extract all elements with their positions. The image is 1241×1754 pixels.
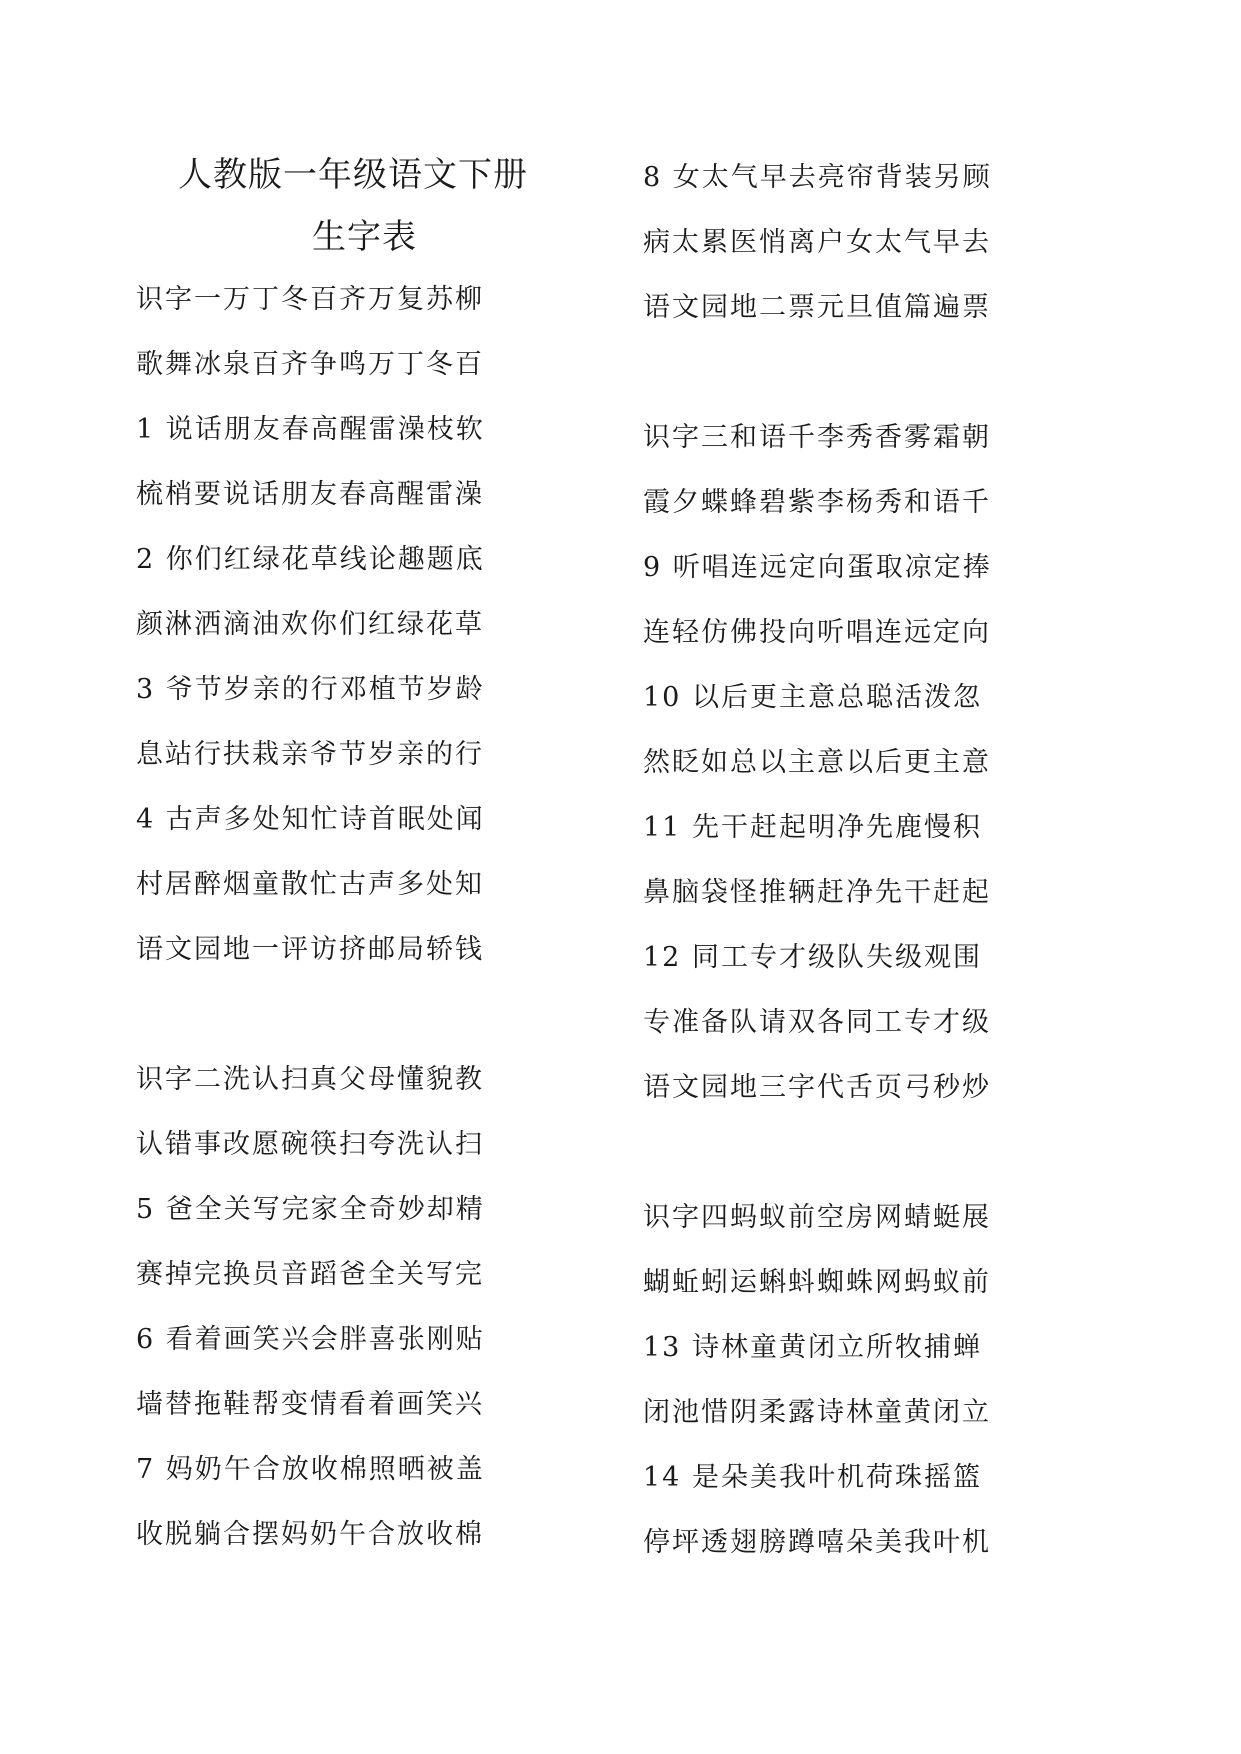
text-line: 语文园地三字代舌页弓秒炒: [643, 1072, 991, 1103]
text-line: 8 女太气早去亮帘背装另顾: [643, 162, 992, 193]
text-line: 蝴蚯蚓运蝌蚪蜘蛛网蚂蚁前: [643, 1267, 991, 1298]
text-line: 12 同工专才级队失级观围: [643, 942, 982, 973]
text-line: 村居醉烟童散忙古声多处知: [136, 869, 484, 900]
document-title: 人教版一年级语文下册: [178, 155, 528, 195]
text-line: 墙替拖鞋帮变情看着画笑兴: [136, 1389, 484, 1420]
text-line: 息站行扶栽亲爷节岁亲的行: [136, 739, 484, 770]
blank-line: [643, 1120, 1063, 1185]
text-line: 认错事改愿碗筷扫夸洗认扫: [136, 1129, 484, 1160]
text-line: 赛掉完换员音蹈爸全关写完: [136, 1259, 484, 1290]
text-line: 7 妈奶午合放收棉照晒被盖: [136, 1454, 485, 1485]
text-line: 识字三和语千李秀香雾霜朝: [643, 422, 991, 453]
text-line: 歌舞冰泉百齐争鸣万丁冬百: [136, 349, 484, 380]
text-line: 14 是朵美我叶机荷珠摇篮: [643, 1462, 982, 1493]
text-line: 停坪透翅膀蹲嘻朵美我叶机: [643, 1527, 991, 1558]
text-line: 9 听唱连远定向蛋取凉定捧: [643, 552, 992, 583]
left-column: [136, 145, 536, 1567]
text-line: 收脱躺合摆妈奶午合放收棉: [136, 1519, 484, 1550]
right-column: [643, 145, 1063, 1575]
text-line: 闭池惜阴柔露诗林童黄闭立: [643, 1397, 991, 1428]
text-line: 识字二洗认扫真父母懂貌教: [136, 1064, 484, 1095]
text-line: 4 古声多处知忙诗首眠处闻: [136, 804, 485, 835]
text-line: 颜淋洒滴油欢你们红绿花草: [136, 609, 484, 640]
document-subtitle: 生字表: [312, 217, 417, 257]
text-line: 6 看着画笑兴会胖喜张刚贴: [136, 1324, 485, 1355]
text-line: 1 说话朋友春高醒雷澡枝软: [136, 414, 485, 445]
text-line: 专准备队请双各同工专才级: [643, 1007, 991, 1038]
text-line: 10 以后更主意总聪活泼忽: [643, 682, 982, 713]
text-line: 连轻仿佛投向听唱连远定向: [643, 617, 991, 648]
text-line: 梳梢要说话朋友春高醒雷澡: [136, 479, 484, 510]
text-line: 鼻脑袋怪推辆赶净先干赶起: [643, 877, 991, 908]
text-line: 13 诗林童黄闭立所牧捕蝉: [643, 1332, 982, 1363]
text-line: 2 你们红绿花草线论趣题底: [136, 544, 485, 575]
text-line: 识字四蚂蚁前空房网蜻蜓展: [643, 1202, 991, 1233]
text-line: 语文园地一评访挤邮局轿钱: [136, 934, 484, 965]
text-line: 病太累医悄离户女太气早去: [643, 227, 991, 258]
blank-line: [136, 982, 536, 1047]
text-line: 霞夕蝶蜂碧紫李杨秀和语千: [643, 487, 991, 518]
text-line: 5 爸全关写完家全奇妙却精: [136, 1194, 485, 1225]
text-line: 然眨如总以主意以后更主意: [643, 747, 991, 778]
text-line: 识字一万丁冬百齐万复苏柳: [136, 284, 484, 315]
blank-line: [643, 340, 1063, 405]
left-column-lines: [136, 267, 536, 1567]
text-line: 3 爷节岁亲的行邓植节岁龄: [136, 674, 485, 705]
text-line: 11 先干赶起明净先鹿慢积: [643, 812, 982, 843]
text-line: 语文园地二票元旦值篇遍票: [643, 292, 991, 323]
